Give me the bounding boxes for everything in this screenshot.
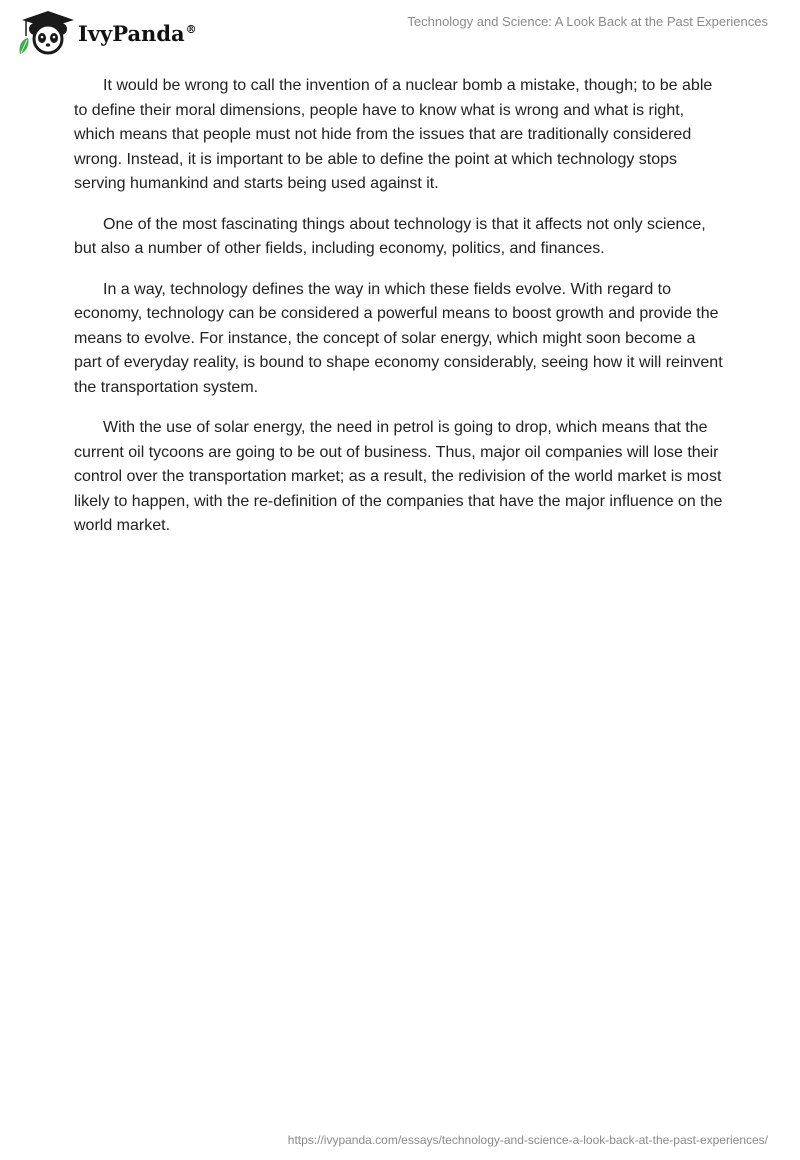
source-url-link[interactable]: https://ivypanda.com/essays/technology-and-science-a-look-back-at-the-past-experiences/ [287, 1133, 768, 1147]
brand-name: IvyPanda® [78, 21, 197, 46]
page-header [0, 0, 800, 64]
document-title: Technology and Science: A Look Back at the Past Experiences [407, 14, 768, 29]
paragraph: It would be wrong to call the invention of a nuclear bomb a mistake, though; to be able to define their moral dimensions, people have to know what is wrong and what is right, which means that people must not hide from the issues that are traditionally considered wrong. Instead, it is important to be able to define the point at which technology stops serving humankind and starts being used against it. [74, 77, 713, 192]
paragraph: With the use of solar energy, the need in petrol is going to drop, which means that the current oil tycoons are going to be out of business. Thus, major oil companies will lose their control over the transportation market; as a result, the redivision of the world market is most likely to happen, with the re-definition of the companies that have the major influence on the world market. [74, 419, 723, 534]
paragraph: One of the most fascinating things about technology is that it affects not only science, but also a number of other fields, including economy, politics, and finances. [74, 215, 706, 257]
essay-body [74, 74, 726, 555]
ivypanda-logo[interactable] [14, 8, 197, 56]
panda-graduate-icon [14, 8, 78, 56]
paragraph: In a way, technology defines the way in which these fields evolve. With regard to economy, technology can be considered a powerful means to boost growth and provide the means to evolve. For instance, the concept of solar energy, which might soon become a part of everyday reality, is bound to shape economy considerably, seeing how it will reinvent the transportation system. [74, 280, 723, 396]
